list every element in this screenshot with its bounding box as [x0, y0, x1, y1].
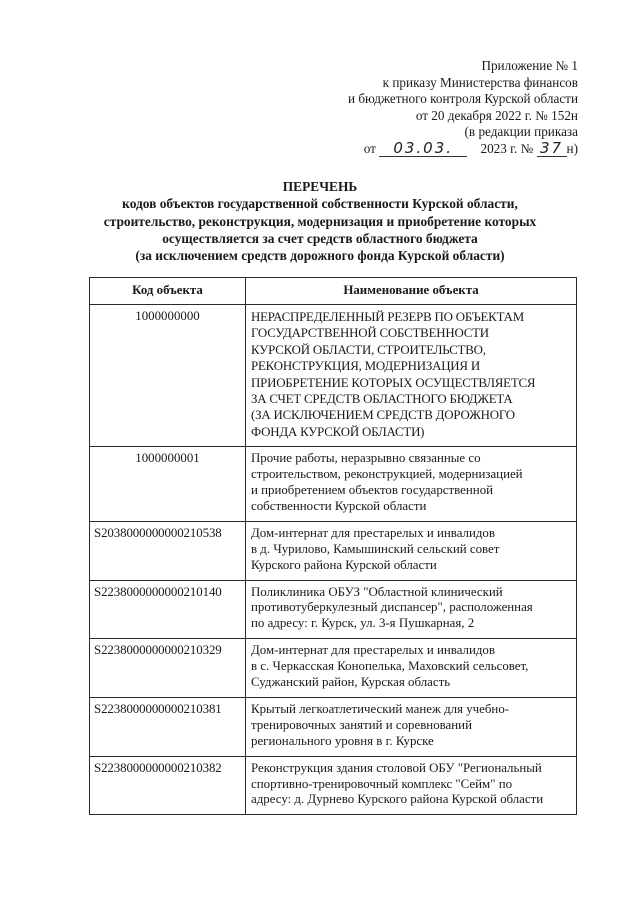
title-line-2: строительство, реконструкция, модернизация и приобретение которых — [103, 213, 537, 229]
object-code: 1000000001 — [90, 447, 246, 522]
appendix-line-5: (в редакции приказа — [464, 124, 578, 140]
object-code: S2238000000000210381 — [90, 697, 246, 756]
title-line-4: (за исключением средств дорожного фонда Курской области) — [135, 248, 505, 264]
table-row — [90, 304, 577, 446]
header-name: Наименование объекта — [246, 278, 577, 305]
appendix-line-2: к приказу Министерства финансов — [382, 74, 578, 90]
object-name: Дом-интернат для престарелых и инвалидов в д. Чурилово, Камышинский сельский совет Курского района Курской области — [246, 521, 577, 580]
objects-table — [89, 277, 577, 815]
object-code: S2038000000000210538 — [90, 521, 246, 580]
date-prefix: от — [363, 140, 376, 156]
table-header-row — [90, 278, 577, 305]
appendix-block — [258, 58, 578, 158]
table-row — [90, 521, 577, 580]
title-line-1: кодов объектов государственной собственности Курской области, — [122, 196, 518, 212]
title-heading: ПЕРЕЧЕНЬ — [282, 179, 358, 194]
object-name: Реконструкция здания столовой ОБУ "Региональный спортивно-тренировочный комплекс "Сейм" по адресу: д. Дурнево Курского района Курской области — [246, 756, 577, 815]
table-row — [90, 756, 577, 815]
object-name: Дом-интернат для престарелых и инвалидов в с. Черкасская Конопелька, Маховский сельсовет, Суджанский район, Курская область — [246, 639, 577, 698]
table-row — [90, 580, 577, 639]
year-text: 2023 г. № — [480, 140, 534, 156]
object-code: S2238000000000210382 — [90, 756, 246, 815]
document-title — [0, 178, 640, 264]
object-name: Прочие работы, неразрывно связанные со строительством, реконструкцией, модернизацией и приобретением объектов государственной собственности Курской области — [246, 447, 577, 522]
appendix-line-3: и бюджетного контроля Курской области — [347, 91, 578, 107]
amendment-date-line — [258, 138, 578, 158]
object-code: S2238000000000210140 — [90, 580, 246, 639]
object-code: 1000000000 — [90, 304, 246, 446]
appendix-line-4: от 20 декабря 2022 г. № 152н — [415, 107, 578, 123]
object-name: Крытый легкоатлетический манеж для учебно- тренировочных занятий и соревнований регионального уровня в г. Курске — [246, 697, 577, 756]
number-suffix: н) — [566, 140, 578, 156]
appendix-line-1: Приложение № 1 — [481, 58, 578, 73]
object-name: НЕРАСПРЕДЕЛЕННЫЙ РЕЗЕРВ ПО ОБЪЕКТАМ ГОСУДАРСТВЕННОЙ СОБСТВЕННОСТИ КУРСКОЙ ОБЛАСТИ, СТРОИТЕЛЬСТВО, РЕКОНСТРУКЦИЯ, МОДЕРНИЗАЦИЯ И ПРИОБРЕТЕНИЕ КОТОРЫХ ОСУЩЕСТВЛЯЕТСЯ ЗА СЧЕТ СРЕДСТВ ОБЛАСТНОГО БЮДЖЕТА (ЗА ИСКЛЮЧЕНИЕМ СРЕДСТВ ДОРОЖНОГО ФОНДА КУРСКОЙ ОБЛАСТИ) — [246, 304, 577, 446]
table-row — [90, 447, 577, 522]
handwritten-number: 37 — [537, 141, 567, 157]
title-line-3: осуществляется за счет средств областного бюджета — [162, 230, 478, 246]
object-name: Поликлиника ОБУЗ "Областной клинический противотуберкулезный диспансер", расположенная по адресу: г. Курск, ул. 3-я Пушкарная, 2 — [246, 580, 577, 639]
table-row — [90, 697, 577, 756]
header-code: Код объекта — [90, 278, 246, 305]
object-code: S2238000000000210329 — [90, 639, 246, 698]
table-row — [90, 639, 577, 698]
handwritten-date: 03.03. — [379, 141, 467, 157]
